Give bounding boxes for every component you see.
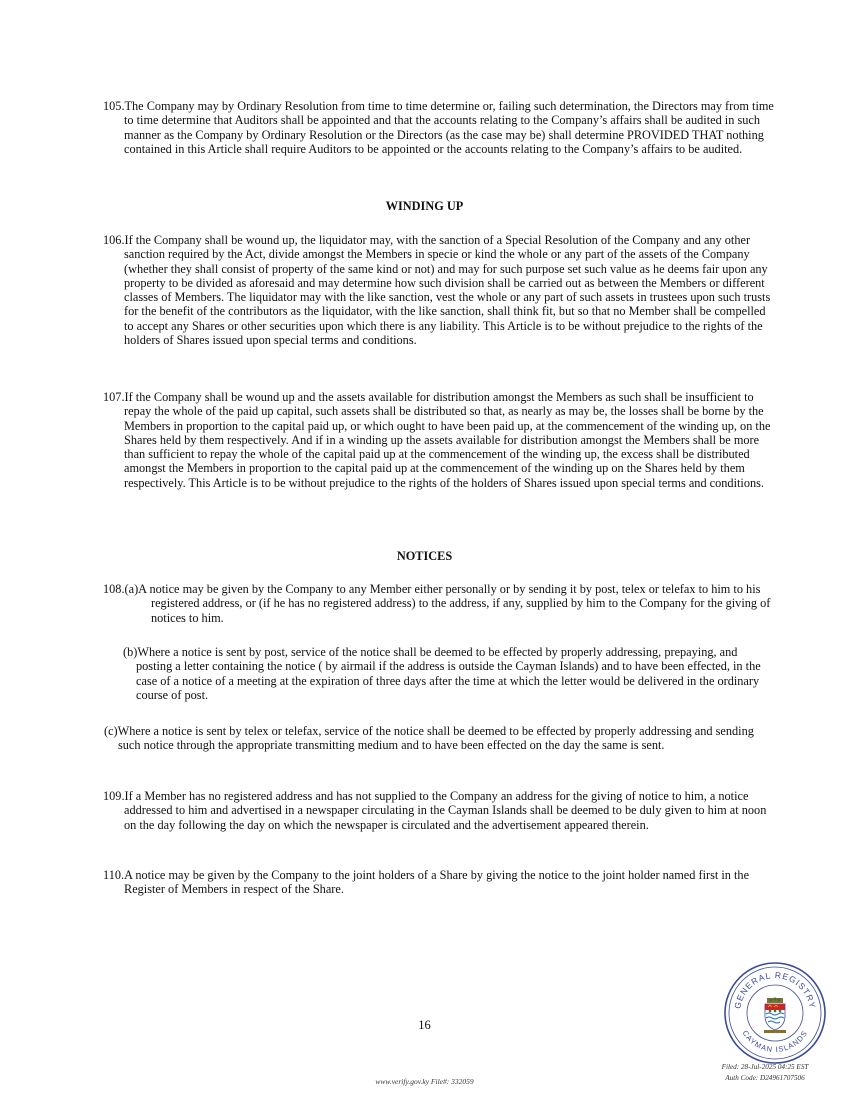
filed-date: Filed: 28-Jul-2025 04:25 EST	[721, 1063, 809, 1071]
verify-footer: www.verify.gov.ky File#: 332059	[375, 1077, 474, 1086]
general-registry-seal-icon	[722, 960, 828, 1066]
article-108a: 108.(a)A notice may be given by the Company to any Member either personally or by sending it by post, telex or telefax to him to his registered address, or (if he has no registered address) to the address, if any, supplied by him to the Company for the giving of notices to him.	[103, 582, 771, 625]
seal-top-text: GENERAL REGISTRY	[732, 969, 818, 1010]
heading-notices: NOTICES	[396, 549, 453, 563]
article-105: 105.The Company may by Ordinary Resolution from time to time determine or, failing such determination, the Directors may from time to time determine that Auditors shall be appointed and that the accounts relating to the Company’s affairs shall be audited in such manner as the Company by Ordinary Resolution or the Directors (as the case may be) shall determine PROVIDED THAT nothing contained in this Article shall require Auditors to be appointed or the accounts relating to the Company’s affairs to be audited.	[103, 99, 774, 156]
article-108b: (b)Where a notice is sent by post, service of the notice shall be deemed to be effected by properly addressing, prepaying, and posting a letter containing the notice ( by airmail if the address is outside the Cayman Islands) and to have been effected, in the case of a notice of a meeting at the expiration of three days after the time at which the letter would be delivered in the ordinary course of post.	[123, 645, 761, 702]
article-108c: (c)Where a notice is sent by telex or telefax, service of the notice shall be deemed to be effected by properly addressing and sending such notice through the appropriate transmitting medium and to have been effected on the day the same is sent.	[104, 724, 754, 753]
article-107: 107.If the Company shall be wound up and the assets available for distribution amongst the Members as such shall be insufficient to repay the whole of the paid up capital, such assets shall be distributed so that, as nearly as may be, the losses shall be borne by the Members in proportion to the capital paid up, or which ought to have been paid up, at the commencement of the winding up, on the Shares held by them respectively. And if in a winding up the assets available for distribution amongst the Members shall be more than sufficient to repay the whole of the capital paid up at the commencement of the winding up, the excess shall be distributed amongst the Members in proportion to the capital paid up at the commencement of the winding up on the Shares held by them respectively. This Article is to be without prejudice to the rights of the holders of Shares issued upon special terms and conditions.	[103, 390, 771, 490]
auth-code: Auth Code: D24961707506	[725, 1074, 805, 1082]
page-number: 16	[418, 1018, 431, 1032]
coat-of-arms-icon	[764, 998, 786, 1034]
article-106: 106.If the Company shall be wound up, the liquidator may, with the sanction of a Special Resolution of the Company and any other sanction required by the Act, divide amongst the Members in specie or kind the whole or any part of the assets of the Company (whether they shall consist of property of the same kind or not) and may for such purpose set such value as he deems fair upon any property to be divided as aforesaid and may determine how such division shall be carried out as between the Members or different classes of Members. The liquidator may with the like sanction, vest the whole or any part of such assets in trustees upon such trusts for the benefit of the contributors as the liquidator, with the like sanction, shall think fit, but so that no Member shall be compelled to accept any Shares or other securities upon which there is any liability. This Article is to be without prejudice to the rights of the holders of Shares issued upon special terms and conditions.	[103, 233, 771, 348]
article-109: 109.If a Member has no registered address and has not supplied to the Company an address for the giving of notice to him, a notice addressed to him and advertised in a newspaper circulating in the Cayman Islands shall be deemed to be duly given to him at noon on the day following the day on which the newspaper is circulated and the advertisement appeared therein.	[103, 789, 767, 832]
seal-bottom-text: CAYMAN ISLANDS	[740, 1028, 810, 1055]
heading-winding-up: WINDING UP	[385, 199, 464, 213]
article-110: 110.A notice may be given by the Company to the joint holders of a Share by giving the notice to the joint holder named first in the Register of Members in respect of the Share.	[103, 868, 750, 897]
